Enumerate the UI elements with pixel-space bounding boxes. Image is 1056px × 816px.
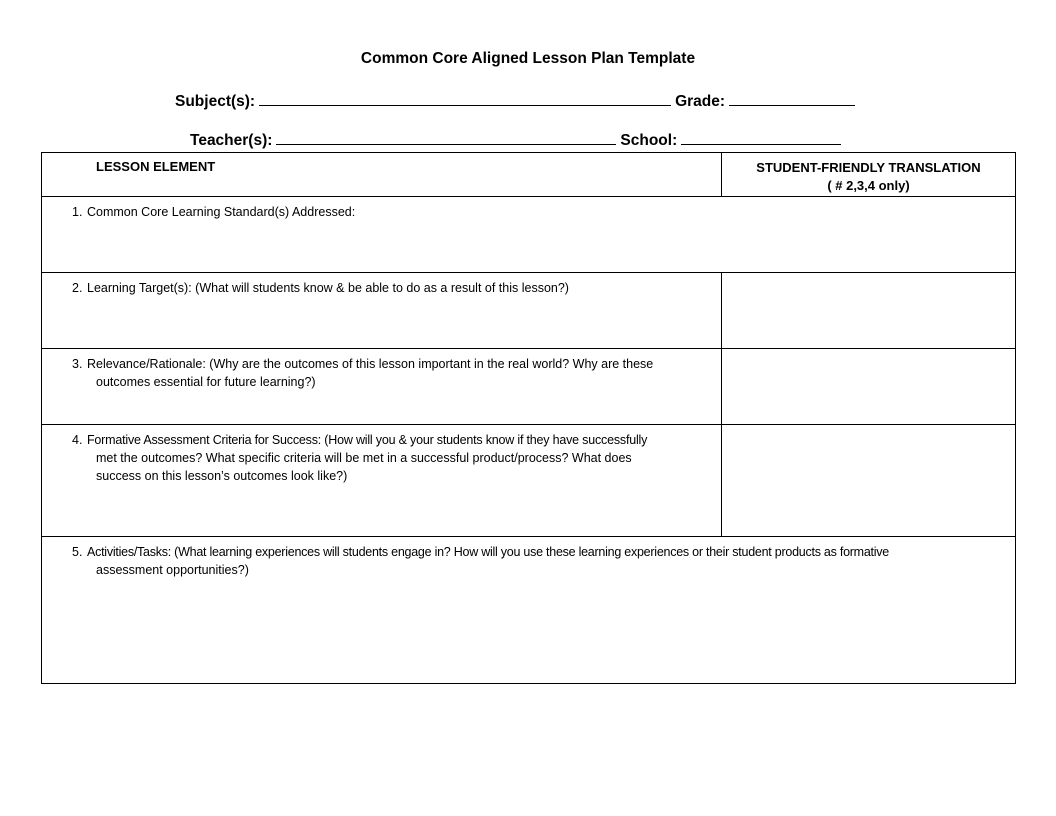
row-1-line-1: Common Core Learning Standard(s) Addressed:: [87, 205, 356, 219]
row-number: 2.: [72, 281, 83, 295]
row-5-line-1: Activities/Tasks: (What learning experiences will students engage in? How will you use these learning experiences or their student products as formative: [87, 545, 890, 559]
row-4-line-2: met the outcomes? What specific criteria will be met in a successful product/process? What does: [96, 451, 632, 465]
row-number: 1.: [72, 205, 83, 219]
header-translation: [722, 159, 1015, 195]
row-4-element-cell[interactable]: [42, 425, 722, 536]
row-2-line-1: Learning Target(s): (What will students know & be able to do as a result of this lesson?): [87, 281, 569, 295]
row-3-element-cell[interactable]: [42, 349, 722, 424]
header-cell-translation: [722, 153, 1015, 196]
teacher-field[interactable]: [276, 129, 616, 145]
row-4-text: [72, 431, 717, 485]
grade-field[interactable]: [729, 90, 855, 106]
row-4-translation-cell[interactable]: [722, 425, 1015, 536]
teacher-label: Teacher(s):: [190, 132, 273, 149]
header-cell-lesson-element: [42, 153, 722, 196]
row-3-translation-cell[interactable]: [722, 349, 1015, 424]
row-number: 5.: [72, 545, 83, 559]
header-lesson-element: LESSON ELEMENT: [96, 159, 216, 174]
table-row: [42, 349, 1015, 425]
row-number: 4.: [72, 433, 83, 447]
subject-label: Subject(s):: [175, 93, 256, 110]
row-3-text: [72, 355, 712, 391]
subject-field[interactable]: [259, 90, 671, 106]
row-4-line-3: success on this lesson’s outcomes look like?): [96, 469, 348, 483]
header-translation-title: STUDENT-FRIENDLY TRANSLATION: [756, 160, 981, 175]
lesson-plan-table: [41, 152, 1016, 684]
header-translation-note: ( # 2,3,4 only): [827, 178, 910, 193]
table-row: [42, 197, 1015, 273]
row-4-line-1: Formative Assessment Criteria for Success: (How will you & your students know if they have successfully: [87, 433, 648, 447]
teacher-school-line: [190, 129, 845, 150]
row-number: 3.: [72, 357, 83, 371]
table-row: [42, 537, 1015, 683]
row-5-text[interactable]: [72, 543, 1007, 579]
row-2-element-cell[interactable]: [42, 273, 722, 348]
page-title: Common Core Aligned Lesson Plan Template: [360, 50, 696, 67]
table-header-row: [42, 153, 1015, 197]
row-1-text[interactable]: [72, 203, 972, 221]
table-row: [42, 425, 1015, 537]
row-5-line-2: assessment opportunities?): [96, 563, 249, 577]
grade-label: Grade:: [675, 93, 726, 110]
school-label: School:: [620, 132, 678, 149]
row-3-line-1: Relevance/Rationale: (Why are the outcomes of this lesson important in the real world? Why are these: [87, 357, 654, 371]
row-3-line-2: outcomes essential for future learning?): [96, 375, 316, 389]
row-2-text: [72, 279, 712, 297]
school-field[interactable]: [681, 129, 841, 145]
subject-grade-line: [175, 90, 859, 111]
table-row: [42, 273, 1015, 349]
row-2-translation-cell[interactable]: [722, 273, 1015, 348]
